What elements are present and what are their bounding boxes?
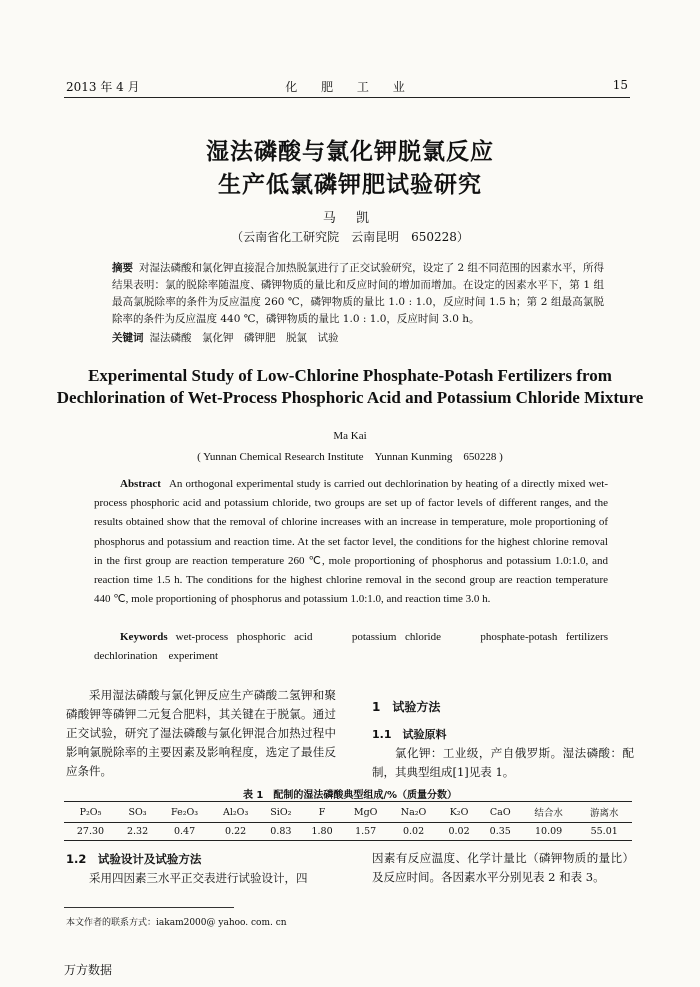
table-cell: 55.01 — [576, 823, 632, 841]
table-cell: 1.57 — [343, 823, 389, 841]
table-header-cell: 游离水 — [576, 802, 632, 823]
table-header-cell: Na₂O — [389, 802, 439, 823]
intro-paragraph: 采用湿法磷酸与氯化钾反应生产磷酸二氢钾和聚磷酸钾等磷钾二元复合肥料，其关键在于脱氯。通过正交试验，研究了湿法磷酸与氯化钾混合加热过程中影响氯脱除率的主要因素及影响程度，选定了最佳反应条件。 — [66, 688, 336, 778]
table-header-cell: Al₂O₃ — [211, 802, 260, 823]
table-header-cell: MgO — [343, 802, 389, 823]
table-header-cell: K₂O — [438, 802, 479, 823]
table-header-cell: P₂O₅ — [64, 802, 117, 823]
table-caption: 表 1 配制的湿法磷酸典型组成/%（质量分数） — [242, 790, 458, 801]
table-row — [64, 823, 632, 841]
table-header-cell: F — [301, 802, 342, 823]
cn-keywords-text: 湿法磷酸 氯化钾 磷钾肥 脱氯 试验 — [149, 332, 339, 344]
table-cell: 0.02 — [438, 823, 479, 841]
table-header-row — [64, 802, 632, 823]
header-rule — [64, 97, 630, 98]
en-author: Ma Kai — [333, 430, 367, 442]
subsection-heading-materials: 1.1 试验原料 — [372, 728, 447, 741]
en-title-line1: Experimental Study of Low-Chlorine Phosphate-Potash Fertilizers from — [88, 366, 612, 385]
table-header-cell: SiO₂ — [260, 802, 301, 823]
author-contact-footnote: 本文作者的联系方式：iakam2000@ yahoo. com. cn — [66, 918, 287, 928]
table-header-cell: Fe₂O₃ — [158, 802, 211, 823]
en-keywords — [94, 628, 619, 666]
table-cell: 0.83 — [260, 823, 301, 841]
cn-abstract — [112, 260, 604, 328]
footnote-rule — [64, 907, 234, 908]
table-cell: 0.47 — [158, 823, 211, 841]
cn-keywords-label: 关键词 — [112, 332, 144, 344]
en-keywords-text: wet-process phosphoric acid potassium chloride phosphate-potash fertilizers dechlorination experiment — [94, 631, 619, 663]
wanfang-watermark: 万方数据 — [64, 963, 113, 977]
en-keywords-label: Keywords — [120, 631, 168, 643]
en-title-line2: Dechlorination of Wet-Process Phosphoric Acid and Potassium Chloride Mixture — [56, 388, 644, 407]
cn-title-line1: 湿法磷酸与氯化钾脱氯反应 — [206, 139, 494, 165]
table-cell: 27.30 — [64, 823, 117, 841]
table-header-cell: CaO — [480, 802, 521, 823]
cn-abstract-label: 摘要 — [112, 262, 134, 274]
table-cell: 0.02 — [389, 823, 439, 841]
en-abstract-text: An orthogonal experimental study is carried out dechlorination by heating of a directly mixed wet-process phosphoric acid and potassium chloride, two groups are set up of factor levels of different ranges, and the results obtained show that the removal of chlorine increases with an increase in temperature, mole proportioning of phosphorus and potassium and reaction time. At the set factor level, the conditions for the highest chlorine removal in the first group are reaction temperature 260 ℃, mole proportioning of phosphorus and potassium 1.0:1.0, and reaction time 1.5 h. The conditions for the highest chlorine removal in the second group are reaction temperature 440 ℃, mole proportioning of phosphorus and potassium 1.0:1.0, and reaction time 3.0 h. — [94, 478, 608, 606]
subsection-heading-design: 1.2 试验设计及试验方法 — [66, 852, 202, 866]
en-abstract-label: Abstract — [120, 478, 161, 490]
table-cell: 2.32 — [117, 823, 158, 841]
header-page-number: 15 — [612, 78, 628, 92]
en-affiliation: ( Yunnan Chemical Research Institute Yunnan Kunming 650228 ) — [197, 451, 503, 463]
header-journal: 化 肥 工 业 — [285, 80, 415, 94]
cn-author: 马 凯 — [322, 211, 378, 226]
cn-title-line2: 生产低氯磷钾肥试验研究 — [218, 172, 482, 198]
table-cell: 1.80 — [301, 823, 342, 841]
table-cell: 10.09 — [521, 823, 577, 841]
header-date: 2013 年 4 月 — [66, 80, 140, 94]
section-heading-methods: 1 试验方法 — [372, 700, 441, 714]
cn-keywords — [112, 330, 604, 347]
composition-table — [64, 801, 632, 841]
table-cell: 0.22 — [211, 823, 260, 841]
table-cell: 0.35 — [480, 823, 521, 841]
table-header-cell: 结合水 — [521, 802, 577, 823]
factors-paragraph: 因素有反应温度、化学计量比（磷钾物质的量比）及反应时间。各因素水平分别见表 2 和表 3。 — [372, 851, 634, 884]
materials-paragraph: 氯化钾：工业级，产自俄罗斯。湿法磷酸：配制，其典型组成[1]见表 1。 — [372, 746, 634, 779]
table-header-cell: SO₃ — [117, 802, 158, 823]
design-paragraph: 采用四因素三水平正交表进行试验设计，四 — [89, 871, 308, 885]
cn-abstract-text: 对湿法磷酸和氯化钾直接混合加热脱氯进行了正交试验研究，设定了 2 组不同范围的因素水平，所得结果表明：氯的脱除率随温度、磷钾物质的量比和反应时间的增加而增加。在设定的因素水平下，第 1 组最高氯脱除率的条件为反应温度 260 ℃，磷钾物质的量比 1.0 : 1.0，反应时间 1.5 h；第 2 组最高氯脱除率的条件为反应温度 440 ℃，磷钾物质的量比 1.0 : 1.0，反应时间 3.0 h。 — [112, 262, 605, 325]
cn-affiliation: （云南省化工研究院 云南昆明 650228） — [231, 230, 469, 244]
en-abstract — [94, 475, 608, 609]
